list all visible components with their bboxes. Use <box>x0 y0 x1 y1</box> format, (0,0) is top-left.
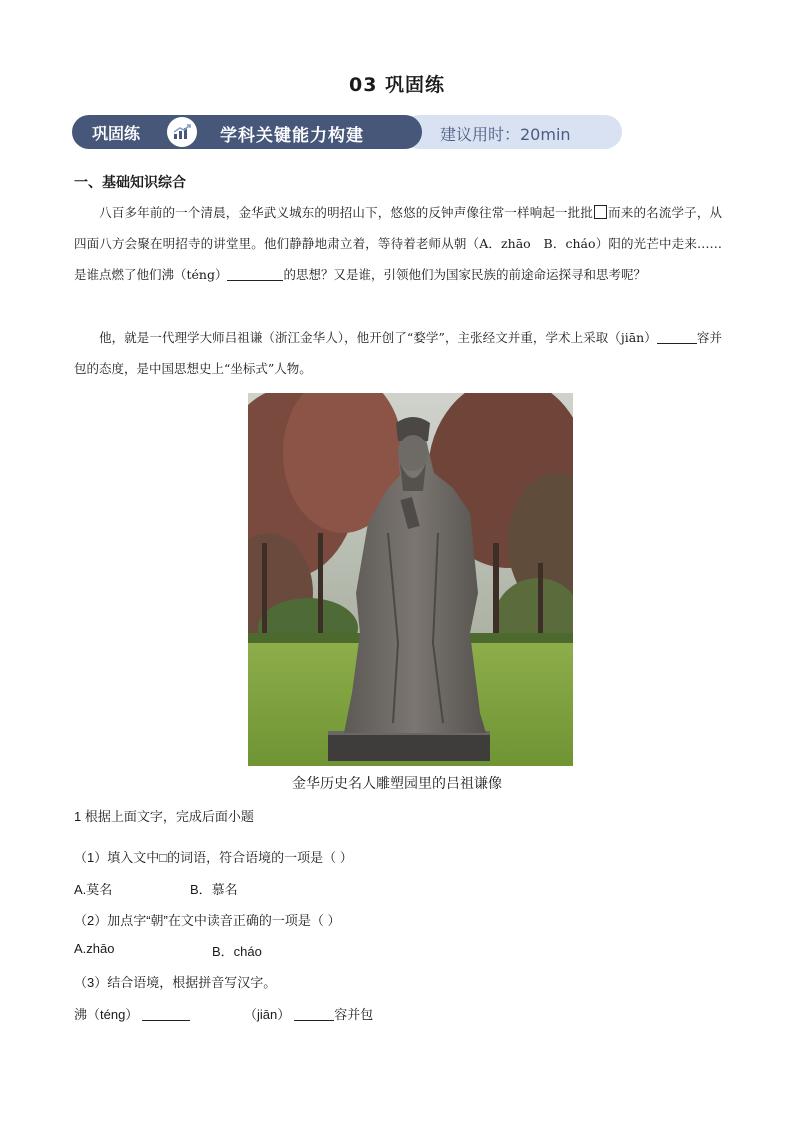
pinyin-item-1: 沸（téng） <box>74 1004 190 1023</box>
option-a[interactable]: A.zhāo <box>74 941 115 956</box>
fill-box <box>594 205 607 219</box>
statue-photo <box>248 393 573 766</box>
suggested-time: 建议用时：20min <box>440 125 571 144</box>
answer-blank[interactable] <box>142 1006 190 1021</box>
question-1-2: （2）加点字“朝”在文中读音正确的一项是（ ） <box>74 913 341 928</box>
banner-tag: 巩固练 <box>92 124 141 143</box>
page-title: 03 巩固练 <box>348 74 446 96</box>
passage-paragraph-2: 他，就是一代理学大师吕祖谦（浙江金华人），他开创了“婺学”，主张经文并重，学术上采取（jiān） 容并包的态度，是中国思想史上“坐标式”人物。 <box>74 330 722 376</box>
section-banner <box>72 115 622 149</box>
option-b[interactable]: B．cháo <box>212 944 262 959</box>
chart-growth-icon <box>167 117 197 147</box>
question-1-3: （3）结合语境，根据拼音写汉字。 <box>74 975 277 990</box>
photo-caption: 金华历史名人雕塑园里的吕祖谦像 <box>292 775 502 791</box>
passage-paragraph-1: 八百多年前的一个清晨，金华武义城东的明招山下，悠悠的反钟声像往常一样响起一批批 而来的名流学子，从四面八方会聚在明招寺的讲堂里。他们静静地肃立着，等待着老师从朝（A．zhāo B．cháo）阳的光芒中走来……是谁点燃了他们沸（téng） 的思想？又是谁，引领他们为国家民族的前途命运探寻和思考呢？ <box>74 205 722 282</box>
question-1-1: （1）填入文中□的词语，符合语境的一项是（ ） <box>74 850 353 865</box>
banner-subject: 学科关键能力构建 <box>220 126 364 146</box>
answer-blank[interactable] <box>294 1006 334 1021</box>
section-heading: 一、基础知识综合 <box>74 175 186 191</box>
pinyin-item-2: （jiān） 容并包 <box>244 1007 374 1022</box>
question-1-stem: 1 根据上面文字，完成后面小题 <box>74 809 254 824</box>
option-a[interactable]: A.莫名 <box>74 882 113 897</box>
answer-blank[interactable] <box>227 266 283 281</box>
option-b[interactable]: B．慕名 <box>190 882 238 897</box>
answer-blank[interactable] <box>657 329 697 344</box>
